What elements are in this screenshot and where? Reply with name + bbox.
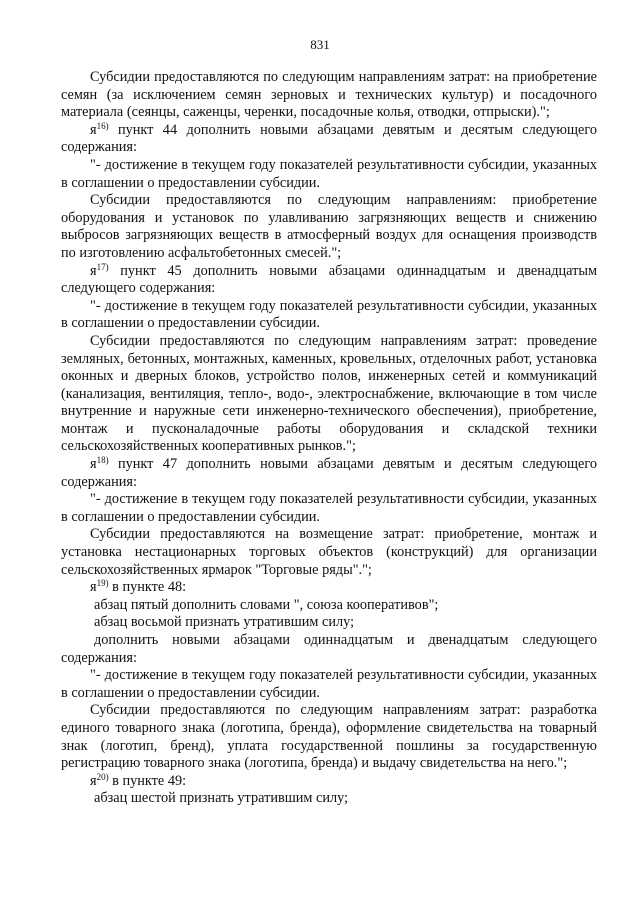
item-letter: я [90, 262, 97, 279]
paragraph: Субсидии предоставляются по следующим направлениям: приобретение оборудования и установок по улавливанию загрязняющих веществ и снижению выбросов загрязняющих веществ в атмосферный воздух для оснащения производств по изготовлению асфальтобетонных смесей."; [61, 192, 597, 261]
paragraph: "- достижение в текущем году показателей результативности субсидии, указанных в соглашении о предоставлении субсидии. [61, 667, 597, 701]
item-number: 16) [96, 120, 109, 131]
paragraph: "- достижение в текущем году показателей результативности субсидии, указанных в соглашении о предоставлении субсидии. [61, 297, 597, 332]
item-letter: я [90, 121, 97, 138]
amendment-item [61, 263, 597, 298]
item-number: 18) [96, 455, 109, 466]
item-text: пункт 44 дополнить новыми абзацами девятым и десятым следующего содержания: [61, 121, 597, 156]
amendment-item [61, 579, 597, 597]
item-number: 17) [96, 261, 109, 272]
paragraph: абзац шестой признать утратившим силу; [94, 790, 349, 807]
document-body [61, 69, 597, 808]
item-number: 19) [96, 578, 109, 589]
paragraph: абзац пятый дополнить словами ", союза кооперативов"; [94, 596, 439, 613]
paragraph: Субсидии предоставляются по следующим направлениям затрат: проведение земляных, бетонных, монтажных, каменных, кровельных, отделочных работ, установка оконных и дверных блоков, устройство полов, инженерных сетей и коммуникаций (канализация, вентиляция, тепло-, водо-, электроснабжение, включающие в том числе внутренние и наружные сети инженерно-технического обеспечения), приобретение, монтаж и пусконаладочные работы оборудования и складской техники сельскохозяйственных кооперативных рынков."; [61, 332, 597, 455]
amendment-item [61, 773, 597, 791]
item-letter: я [90, 772, 97, 789]
item-letter: я [90, 579, 97, 596]
item-letter: я [90, 456, 97, 473]
paragraph: дополнить новыми абзацами одиннадцатым и двенадцатым следующего содержания: [61, 632, 597, 666]
amendment-item [61, 122, 597, 157]
item-number: 20) [96, 771, 109, 782]
paragraph: Субсидии предоставляются по следующим направлениям затрат: на приобретение семян (за исключением семян зерновых и технических культур) и посадочного материала (сеянцы, саженцы, черенки, посадочные колья, отводки, отпрыски)."; [61, 69, 597, 121]
item-text: в пункте 48: [108, 579, 187, 596]
item-text: пункт 45 дополнить новыми абзацами одиннадцатым и двенадцатым следующего содержания: [61, 262, 597, 297]
paragraph: "- достижение в текущем году показателей результативности субсидии, указанных в соглашении о предоставлении субсидии. [61, 156, 597, 191]
paragraph: Субсидии предоставляются на возмещение затрат: приобретение, монтаж и установка нестационарных торговых объектов (конструкций) для организации сельскохозяйственных ярмарок "Торговые ряды"."; [61, 526, 597, 578]
item-text: в пункте 49: [108, 772, 187, 789]
item-text: пункт 47 дополнить новыми абзацами девятым и десятым следующего содержания: [61, 456, 597, 490]
paragraph: Субсидии предоставляются по следующим направлениям затрат: разработка единого товарного знака (логотипа, бренда), оформление свидетельства на товарный знак (логотип, бренд), уплата государственной пошлины за государственную регистрацию товарного знака (логотипа, бренда) и выдачу свидетельства на него."; [61, 702, 597, 772]
page-number: 831 [310, 37, 330, 52]
paragraph: "- достижение в текущем году показателей результативности субсидии, указанных в соглашении о предоставлении субсидии. [61, 491, 597, 525]
amendment-item [61, 456, 597, 491]
paragraph: абзац восьмой признать утратившим силу; [94, 614, 355, 631]
